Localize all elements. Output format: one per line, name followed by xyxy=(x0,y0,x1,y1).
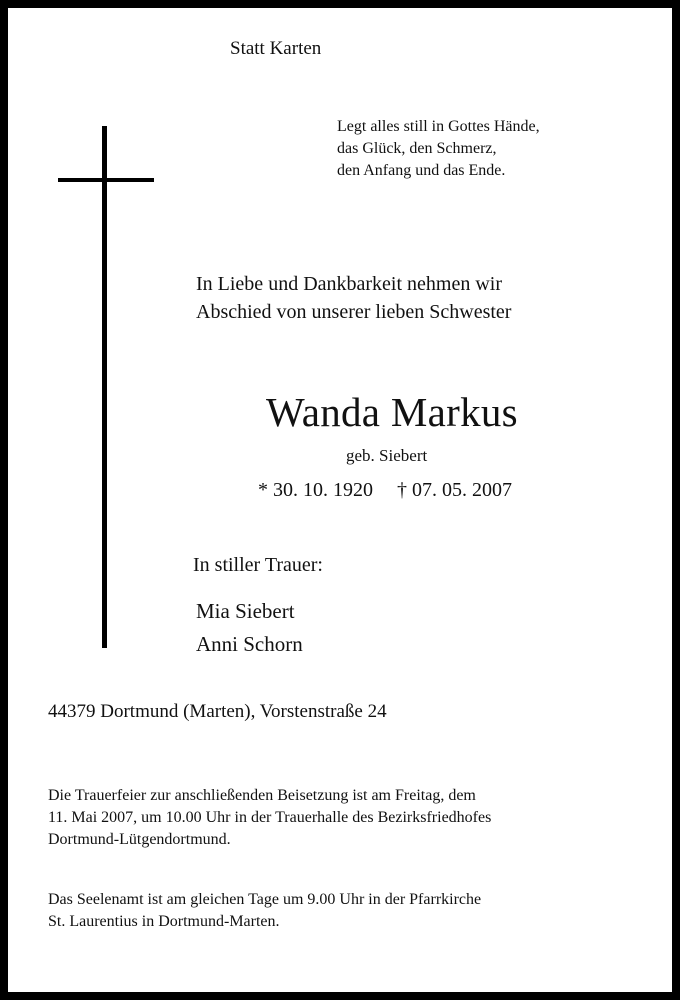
service-line: 11. Mai 2007, um 10.00 Uhr in der Trauerhalle des Bezirksfriedhofes xyxy=(48,809,492,826)
verse-line: Legt alles still in Gottes Hände, xyxy=(337,118,540,135)
verse-line: den Anfang und das Ende. xyxy=(337,162,506,179)
maiden-name: geb. Siebert xyxy=(346,446,428,465)
verse-line: das Glück, den Schmerz, xyxy=(337,140,497,157)
life-dates xyxy=(258,479,512,502)
mourner-name: Anni Schorn xyxy=(196,632,303,656)
cross-icon xyxy=(102,126,107,648)
birth-date: * 30. 10. 1920 xyxy=(258,479,373,501)
intro-text xyxy=(196,270,511,326)
intro-line: Abschied von unserer lieben Schwester xyxy=(196,301,512,323)
service-line: Dortmund-Lütgendortmund. xyxy=(48,831,231,848)
requiem-line: Das Seelenamt ist am gleichen Tage um 9.00 Uhr in der Pfarrkirche xyxy=(48,891,482,908)
deceased-name: Wanda Markus xyxy=(266,389,518,435)
death-date: † 07. 05. 2007 xyxy=(397,479,512,501)
funeral-service-info xyxy=(48,785,491,851)
mourning-label: In stiller Trauer: xyxy=(193,554,323,576)
header-text: Statt Karten xyxy=(230,38,322,59)
requiem-line: St. Laurentius in Dortmund-Marten. xyxy=(48,913,280,930)
intro-line: In Liebe und Dankbarkeit nehmen wir xyxy=(196,273,503,295)
mourner-name: Mia Siebert xyxy=(196,599,295,623)
requiem-info xyxy=(48,889,481,933)
cross-crossbar xyxy=(58,178,154,182)
mourners-list xyxy=(196,595,303,661)
address: 44379 Dortmund (Marten), Vorstenstraße 24 xyxy=(48,701,387,722)
service-line: Die Trauerfeier zur anschließenden Beisetzung ist am Freitag, dem xyxy=(48,787,476,804)
verse xyxy=(337,116,540,182)
